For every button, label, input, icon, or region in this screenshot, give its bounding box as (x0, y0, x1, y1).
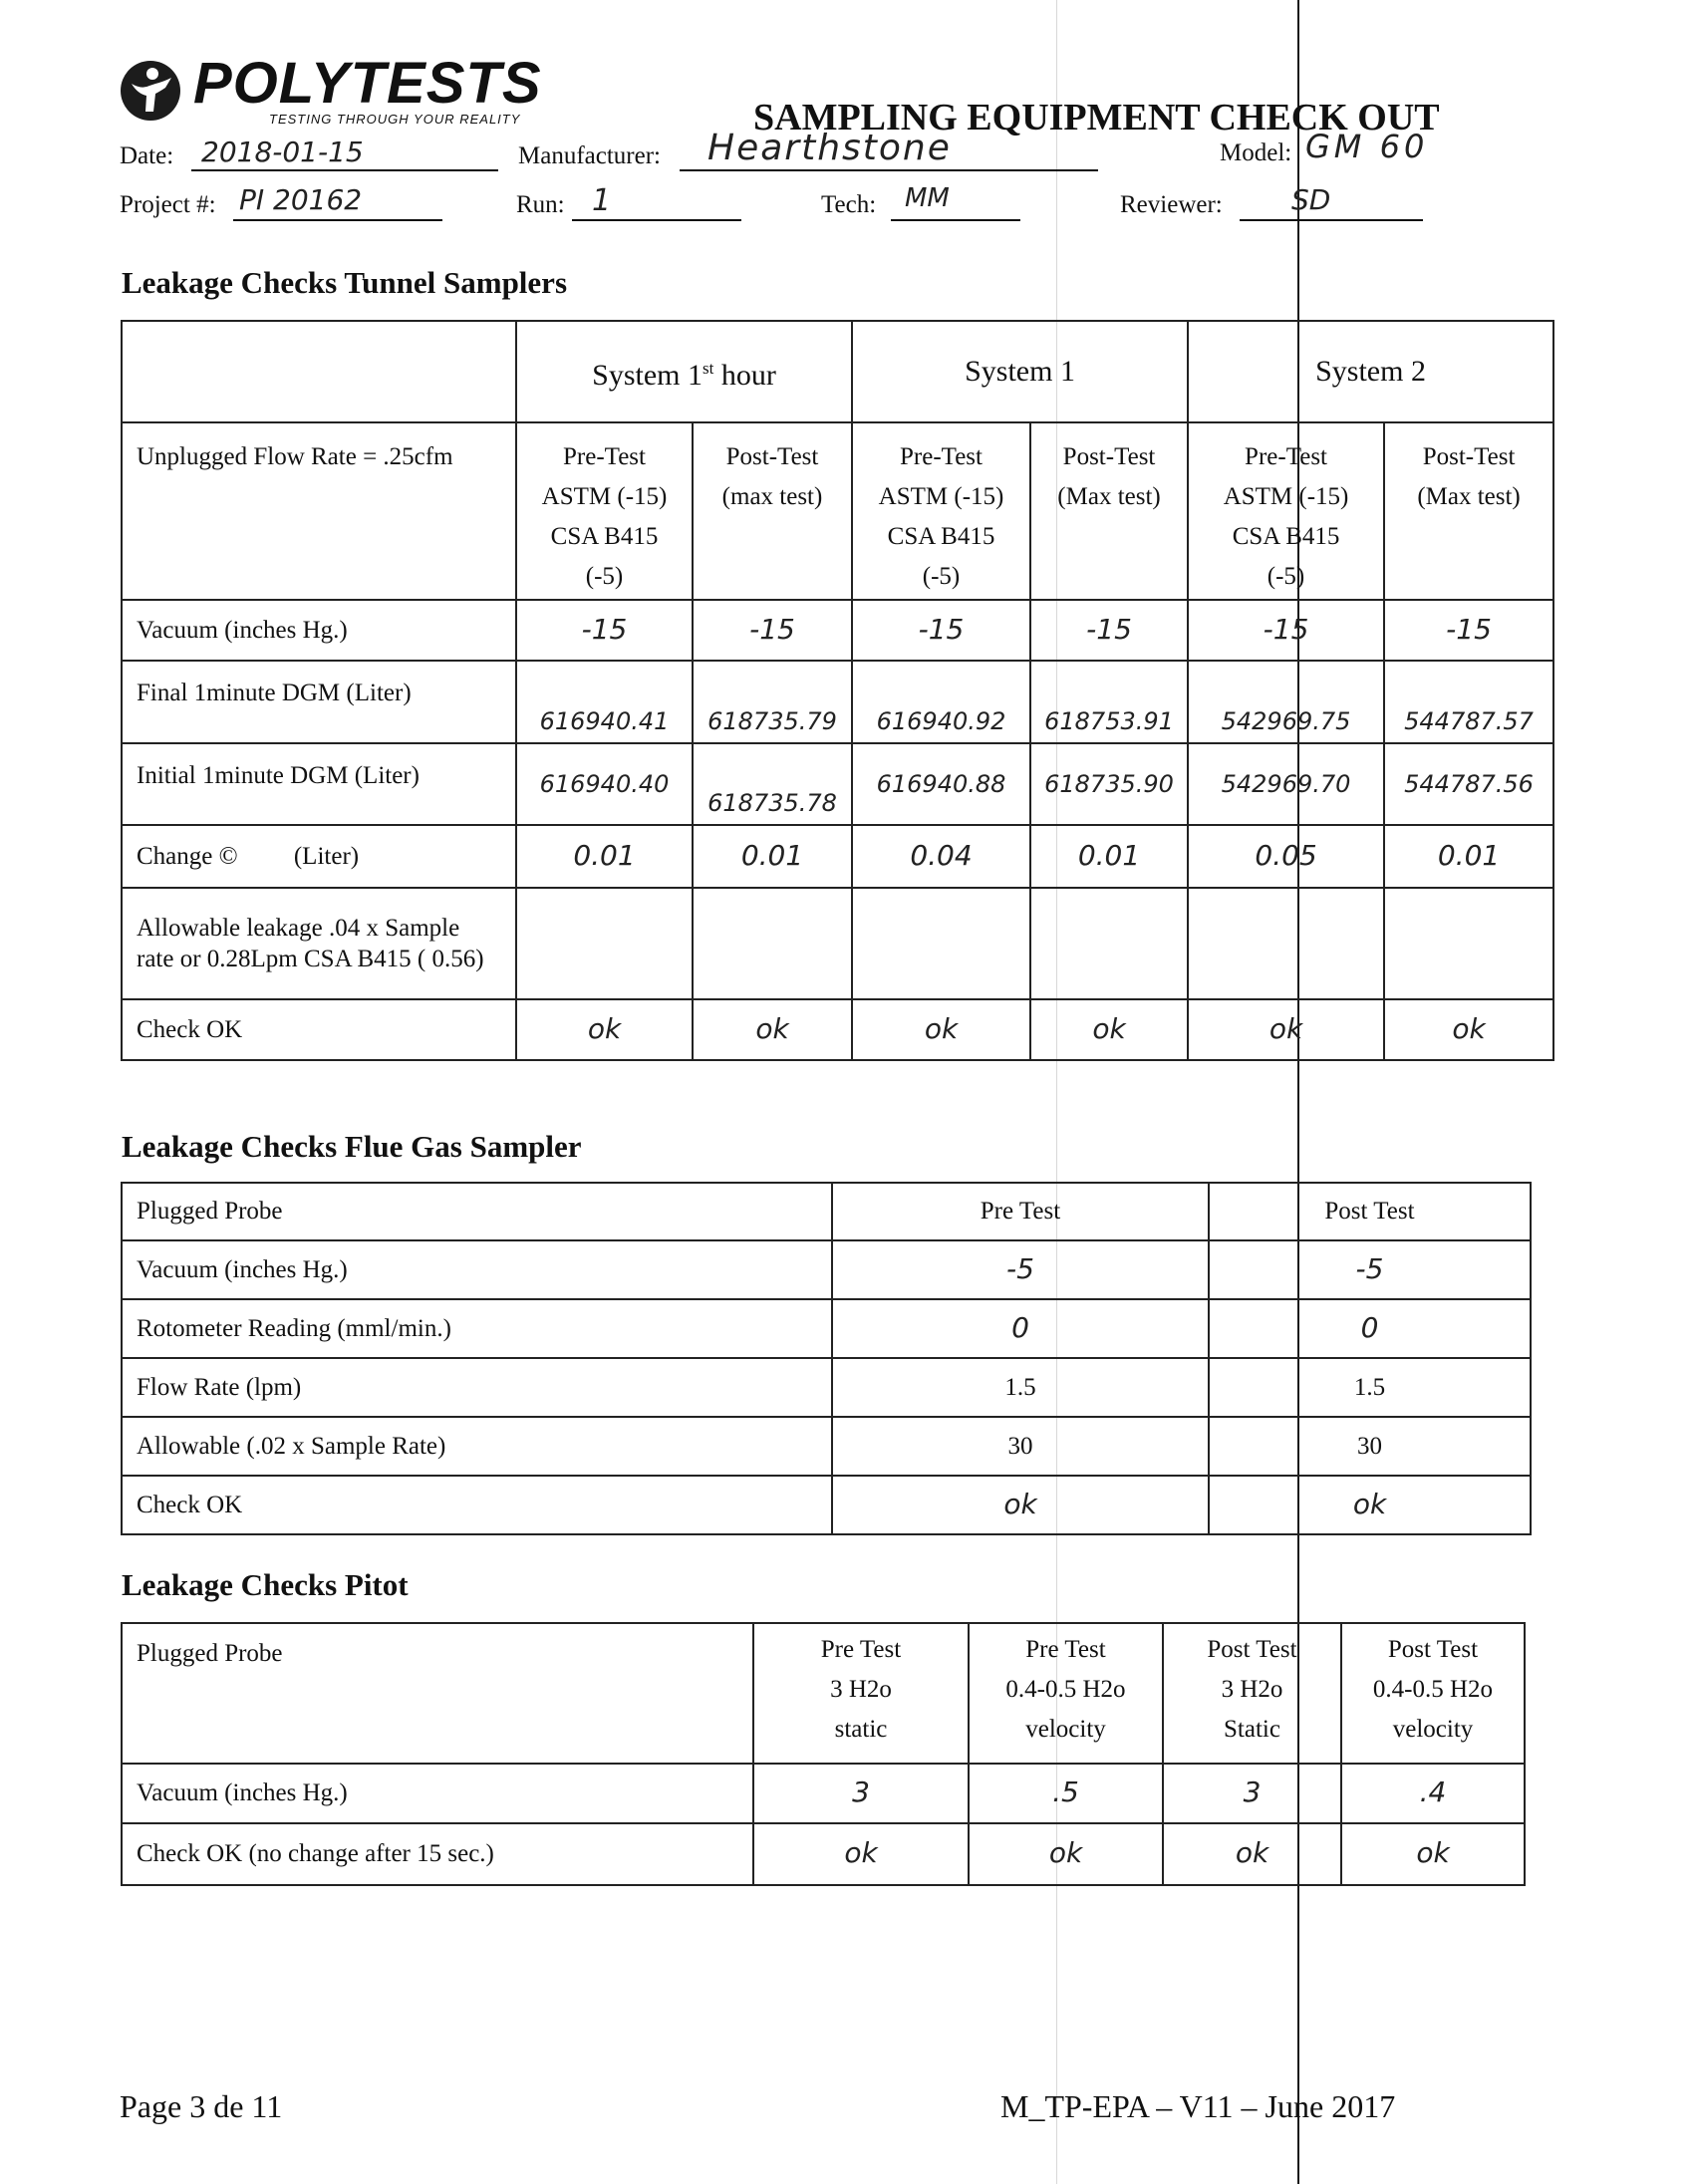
row-label: Vacuum (inches Hg.) (122, 600, 516, 661)
tunnel-corner-cell (122, 321, 516, 422)
pitot-col-line: static (834, 1716, 888, 1743)
sub-header-line: CSA B415 (887, 523, 995, 550)
tunnel-section-title: Leakage Checks Tunnel Samplers (122, 265, 568, 300)
document-id: M_TP-EPA – V11 – June 2017 (1000, 2088, 1396, 2124)
logo-mark-icon (120, 60, 181, 122)
sub-header-post-test (1384, 422, 1553, 600)
pitot-col-line: Pre Test (820, 1636, 902, 1663)
initial-dgm-value: 618735.90 (1044, 769, 1174, 798)
check-ok-value: ok (924, 1011, 959, 1045)
model-value: GM 60 (1305, 128, 1429, 165)
tech-label: Tech: (821, 191, 877, 218)
final-dgm-value: 616940.92 (876, 707, 1006, 735)
check-ok-value: ok (1452, 1011, 1486, 1045)
initial-dgm-value: 618735.78 (707, 789, 837, 817)
flue-row-rotometer (122, 1299, 1531, 1358)
check-ok-value: ok (1092, 1011, 1126, 1045)
change-value: 0.01 (1077, 838, 1141, 872)
final-dgm-value: 544787.57 (1404, 707, 1534, 735)
sub-header-line: Post-Test (1422, 443, 1516, 470)
pitot-col-line: Static (1224, 1716, 1280, 1743)
change-value: 0.05 (1255, 838, 1317, 872)
flue-value: 0 (1360, 1310, 1379, 1344)
pitot-col-line: velocity (1392, 1716, 1474, 1743)
system-1st-hour-sup: st (703, 358, 714, 378)
flue-value: 0 (1011, 1310, 1029, 1344)
pitot-value: .5 (1052, 1775, 1079, 1808)
sub-header-line: (-5) (922, 563, 961, 590)
flue-header-row (122, 1183, 1531, 1240)
check-ok-value: ok (755, 1011, 789, 1045)
vacuum-value: -15 (1263, 612, 1309, 646)
change-value: 0.01 (1437, 838, 1501, 872)
flue-gas-table (121, 1182, 1532, 1535)
tunnel-row-final-dgm (122, 661, 1553, 743)
sub-header-pre-test (516, 422, 693, 600)
sub-header-line: ASTM (-15) (1223, 483, 1349, 510)
flue-value: 1.5 (832, 1358, 1209, 1417)
model-label: Model: (1220, 139, 1292, 166)
flue-row-vacuum (122, 1240, 1531, 1299)
system-2-header: System 2 (1188, 321, 1553, 422)
flue-value: -5 (1355, 1251, 1384, 1285)
sub-header-line: CSA B415 (550, 523, 659, 550)
sub-header-line: Pre-Test (900, 443, 983, 470)
pitot-value: 3 (852, 1775, 870, 1808)
system-1st-hour-base: System 1 (592, 358, 704, 392)
tunnel-subheader-row (122, 422, 1553, 600)
row-label: Allowable leakage .04 x Sample rate or 0.28Lpm CSA B415 ( 0.56) (122, 888, 516, 999)
sub-header-pre-test (1188, 422, 1384, 600)
flue-section-title: Leakage Checks Flue Gas Sampler (122, 1129, 582, 1164)
pitot-value: 3 (1243, 1775, 1262, 1808)
sub-header-post-test (693, 422, 852, 600)
pitot-col-line: velocity (1025, 1716, 1106, 1743)
flue-value: 30 (1209, 1417, 1531, 1476)
flue-col-post-test: Post Test (1209, 1183, 1531, 1240)
vacuum-value: -15 (1446, 612, 1492, 646)
system-1st-hour-header (516, 321, 852, 422)
tunnel-samplers-table (121, 320, 1554, 1061)
row-label: Check OK (122, 999, 516, 1060)
flue-row-flow-rate (122, 1358, 1531, 1417)
reviewer-field (1240, 183, 1423, 221)
pitot-row-vacuum (122, 1764, 1525, 1823)
tunnel-row-change (122, 825, 1553, 888)
row-label: Rotometer Reading (mml/min.) (122, 1299, 832, 1358)
pitot-col-line: 0.4-0.5 H2o (1005, 1676, 1126, 1703)
pitot-value: ok (844, 1836, 878, 1869)
flow-rate-label: Unplugged Flow Rate = .25cfm (122, 422, 516, 600)
pitot-row-check-ok (122, 1823, 1525, 1885)
flue-row-allowable (122, 1417, 1531, 1476)
tunnel-row-check-ok (122, 999, 1553, 1060)
manufacturer-label: Manufacturer: (518, 142, 661, 169)
sub-header-line: ASTM (-15) (541, 483, 668, 510)
system-1st-hour-tail: hour (713, 358, 776, 392)
sub-header-line: (-5) (1267, 563, 1305, 590)
sub-header-line: (Max test) (1417, 483, 1521, 510)
tunnel-system-header-row (122, 321, 1553, 422)
tunnel-row-vacuum (122, 600, 1553, 661)
tech-value: MM (905, 183, 950, 213)
run-label: Run: (516, 191, 565, 218)
reviewer-value: SD (1291, 183, 1331, 216)
manufacturer-value: Hearthstone (707, 128, 952, 168)
date-value: 2018-01-15 (201, 136, 364, 168)
reviewer-label: Reviewer: (1120, 191, 1223, 218)
tunnel-row-initial-dgm (122, 743, 1553, 825)
manufacturer-field (680, 128, 1098, 171)
final-dgm-value: 618735.79 (707, 707, 837, 735)
sub-header-line: (-5) (585, 563, 624, 590)
flue-row-check-ok (122, 1476, 1531, 1534)
initial-dgm-value: 544787.56 (1404, 769, 1534, 798)
check-ok-value: ok (587, 1011, 622, 1045)
project-value: PI 20162 (239, 183, 363, 216)
pitot-head-label: Plugged Probe (122, 1623, 753, 1764)
final-dgm-value: 542969.75 (1221, 707, 1351, 735)
pitot-col-line: Post Test (1207, 1636, 1297, 1663)
pitot-col-header (753, 1623, 969, 1764)
pitot-col-line: 3 H2o (1221, 1676, 1283, 1703)
sub-header-post-test (1030, 422, 1188, 600)
pitot-header-row (122, 1623, 1525, 1764)
row-label: Vacuum (inches Hg.) (122, 1764, 753, 1823)
run-field (572, 183, 741, 221)
pitot-table (121, 1622, 1526, 1886)
final-dgm-value: 618753.91 (1044, 707, 1174, 735)
pitot-col-line: Pre Test (1025, 1636, 1106, 1663)
brand-name: POLYTESTS (193, 51, 542, 116)
change-value: 0.01 (740, 838, 804, 872)
row-label: Check OK (no change after 15 sec.) (122, 1823, 753, 1885)
sub-header-line: Post-Test (725, 443, 819, 470)
sub-header-line: (Max test) (1057, 483, 1161, 510)
row-label: Final 1minute DGM (Liter) (122, 661, 516, 743)
pitot-value: .4 (1419, 1775, 1447, 1808)
check-ok-value: ok (1268, 1011, 1303, 1045)
flue-value: ok (1352, 1487, 1387, 1520)
brand-tagline: TESTING THROUGH YOUR REALITY (269, 112, 521, 127)
pitot-section-title: Leakage Checks Pitot (122, 1567, 409, 1602)
pitot-value: ok (1048, 1836, 1083, 1869)
pitot-value: ok (1235, 1836, 1269, 1869)
flue-col-pre-test: Pre Test (832, 1183, 1209, 1240)
row-label: Vacuum (inches Hg.) (122, 1240, 832, 1299)
tunnel-row-allowable (122, 888, 1553, 999)
model-field (1301, 128, 1471, 167)
row-label: Initial 1minute DGM (Liter) (122, 743, 516, 825)
date-label: Date: (120, 142, 174, 169)
project-field (233, 183, 442, 221)
pitot-col-line: 3 H2o (830, 1676, 892, 1703)
vacuum-value: -15 (749, 612, 795, 646)
vacuum-value: -15 (581, 612, 628, 646)
flue-value: 30 (832, 1417, 1209, 1476)
project-label: Project #: (120, 191, 216, 218)
pitot-col-line: 0.4-0.5 H2o (1372, 1676, 1494, 1703)
change-value: 0.04 (910, 838, 973, 872)
date-field (191, 136, 498, 171)
sub-header-line: ASTM (-15) (878, 483, 1004, 510)
flue-value: ok (1003, 1487, 1037, 1520)
pitot-col-header (1163, 1623, 1341, 1764)
row-label: Check OK (122, 1476, 832, 1534)
pitot-col-line: Post Test (1387, 1636, 1479, 1663)
final-dgm-value: 616940.41 (539, 707, 670, 735)
flue-value: -5 (1006, 1251, 1034, 1285)
sub-header-pre-test (852, 422, 1030, 600)
tech-field (891, 183, 1020, 221)
form-title: SAMPLING EQUIPMENT CHECK OUT (753, 97, 1440, 138)
vacuum-value: -15 (1086, 612, 1132, 646)
pitot-col-header (969, 1623, 1163, 1764)
initial-dgm-value: 616940.88 (876, 769, 1006, 798)
sub-header-line: Pre-Test (563, 443, 646, 470)
sub-header-line: (max test) (721, 483, 823, 510)
pitot-value: ok (1416, 1836, 1450, 1869)
initial-dgm-value: 616940.40 (539, 769, 670, 798)
row-label: Allowable (.02 x Sample Rate) (122, 1417, 832, 1476)
change-value: 0.01 (573, 838, 636, 872)
initial-dgm-value: 542969.70 (1221, 769, 1351, 798)
brand-logo (120, 52, 558, 132)
sub-header-line: Post-Test (1062, 443, 1156, 470)
vacuum-value: -15 (918, 612, 965, 646)
sub-header-line: CSA B415 (1232, 523, 1340, 550)
row-label: Flow Rate (lpm) (122, 1358, 832, 1417)
flue-value: 1.5 (1209, 1358, 1531, 1417)
page-number: Page 3 de 11 (120, 2088, 283, 2124)
flue-head-label: Plugged Probe (122, 1183, 832, 1240)
row-label: Change © (Liter) (122, 825, 516, 888)
sub-header-line: Pre-Test (1245, 443, 1327, 470)
pitot-col-header (1341, 1623, 1525, 1764)
system-1-header: System 1 (852, 321, 1188, 422)
run-value: 1 (592, 183, 612, 218)
